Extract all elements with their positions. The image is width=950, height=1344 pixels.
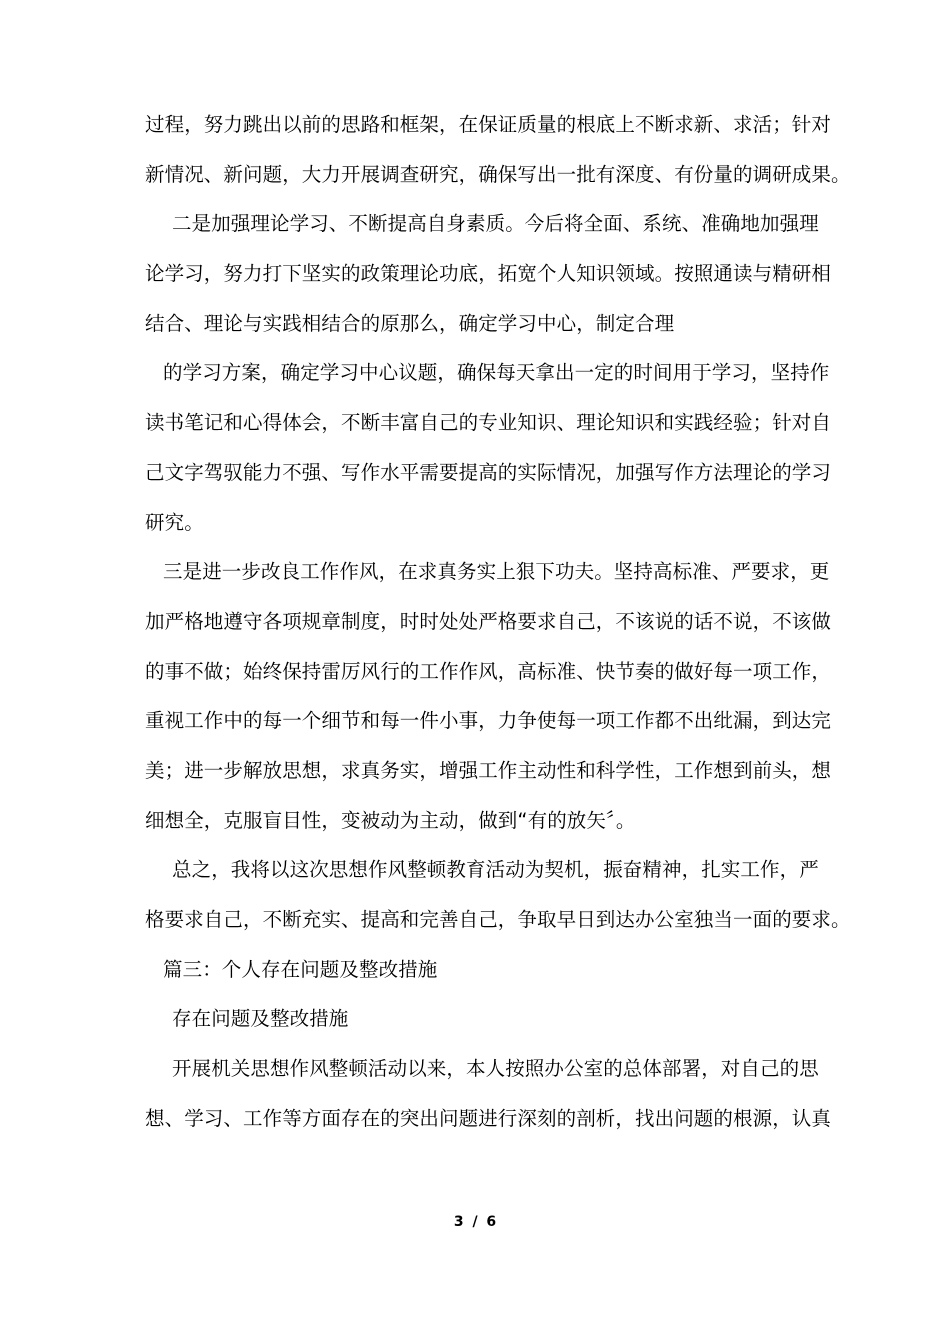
body-text-line: 的事不做；始终保持雷厉风行的工作作风，高标准、快节奏的做好每一项工作， [145, 660, 832, 683]
body-text-line: 格要求自己，不断充实、提高和完善自己，争取早日到达办公室独当一面的要求。 [145, 908, 851, 931]
body-text-line: 二是加强理论学习、不断提高自身素质。今后将全面、系统、准确地加强理 [172, 212, 819, 235]
body-text-line: 过程，努力跳出以前的思路和框架，在保证质量的根底上不断求新、求活；针对 [145, 113, 832, 136]
body-text-line: 想、学习、工作等方面存在的突出问题进行深刻的剖析，找出问题的根源，认真 [145, 1107, 832, 1130]
body-text-line: 新情况、新问题，大力开展调查研究，确保写出一批有深度、有份量的调研成果。 [145, 163, 851, 186]
body-text-line: 读书笔记和心得体会，不断丰富自己的专业知识、理论知识和实践经验；针对自 [145, 411, 832, 434]
body-text-line: 美；进一步解放思想，求真务实，增强工作主动性和科学性，工作想到前头，想 [145, 759, 832, 782]
body-text-line: 加严格地遵守各项规章制度，时时处处严格要求自己，不该说的话不说，不该做 [145, 610, 832, 633]
body-text-line: 总之，我将以这次思想作风整顿教育活动为契机，振奋精神，扎实工作，严 [172, 858, 819, 881]
subsection-heading: 存在问题及整改措施 [172, 1007, 349, 1030]
body-text-line: 的学习方案，确定学习中心议题，确保每天拿出一定的时间用于学习，坚持作 [163, 361, 830, 384]
body-text-line: 细想全，克服盲目性，变被动为主动，做到“有的放矢〞。 [145, 809, 636, 832]
body-text-line: 结合、理论与实践相结合的原那么，确定学习中心，制定合理 [145, 312, 675, 335]
body-text-line: 三是进一步改良工作作风，在求真务实上狠下功夫。坚持高标准、严要求，更 [163, 560, 830, 583]
body-text-line: 论学习，努力打下坚实的政策理论功底，拓宽个人知识领域。按照通读与精研相 [145, 262, 832, 285]
body-text-line: 研究。 [145, 511, 204, 534]
body-text-line: 己文字驾驭能力不强、写作水平需要提高的实际情况，加强写作方法理论的学习 [145, 461, 832, 484]
page-number: 3 / 6 [453, 1214, 497, 1230]
section-heading: 篇三：个人存在问题及整改措施 [163, 958, 438, 981]
body-text-line: 开展机关思想作风整顿活动以来，本人按照办公室的总体部署，对自己的思 [172, 1057, 819, 1080]
body-text-line: 重视工作中的每一个细节和每一件小事，力争使每一项工作都不出纰漏，到达完 [145, 709, 832, 732]
